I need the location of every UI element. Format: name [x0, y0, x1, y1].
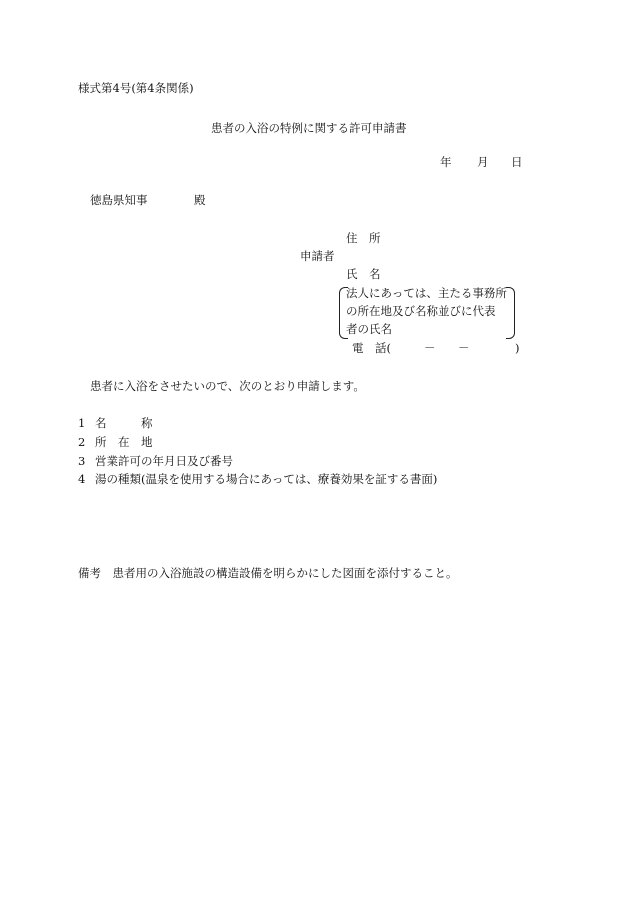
item-label: 営業許可の年月日及び番号: [95, 454, 233, 468]
item-label: 湯の種類(温泉を使用する場合にあっては、療養効果を証する書面): [95, 472, 438, 486]
item-label: 所 在 地: [95, 435, 153, 449]
date-day: 日: [511, 155, 523, 169]
corporate-note-line-1: 法人にあっては、主たる事務所: [346, 286, 507, 300]
addressee-name: 徳島県知事: [90, 193, 148, 207]
date-month: 月: [477, 155, 489, 169]
form-number: 様式第4号(第4条関係): [78, 81, 194, 95]
applicant-label: 申請者: [300, 249, 335, 263]
date-year: 年: [440, 155, 452, 169]
right-bracket: [506, 287, 515, 339]
corporate-note-line-2: の所在地及び名称並びに代表: [346, 304, 496, 318]
item-number: 4: [78, 472, 86, 486]
address-label: 住 所: [346, 231, 381, 245]
phone-label: 電 話(: [352, 341, 391, 355]
item-number: 1: [78, 416, 86, 430]
item-label: 名 称: [95, 416, 153, 430]
name-label: 氏 名: [346, 267, 381, 281]
corporate-note-line-3: 者の氏名: [346, 322, 392, 336]
intro-text: 患者に入浴をさせたいので、次のとおり申請します。: [90, 379, 365, 393]
remarks: 備考 患者用の入浴施設の構造設備を明らかにした図面を添付すること。: [78, 566, 458, 580]
addressee-honorific: 殿: [194, 193, 206, 207]
phone-dash-2: －: [458, 341, 470, 355]
item-number: 2: [78, 435, 86, 449]
phone-dash-1: －: [424, 341, 436, 355]
document-title: 患者の入浴の特例に関する許可申請書: [211, 121, 407, 135]
item-number: 3: [78, 454, 86, 468]
phone-close: ): [515, 341, 520, 355]
